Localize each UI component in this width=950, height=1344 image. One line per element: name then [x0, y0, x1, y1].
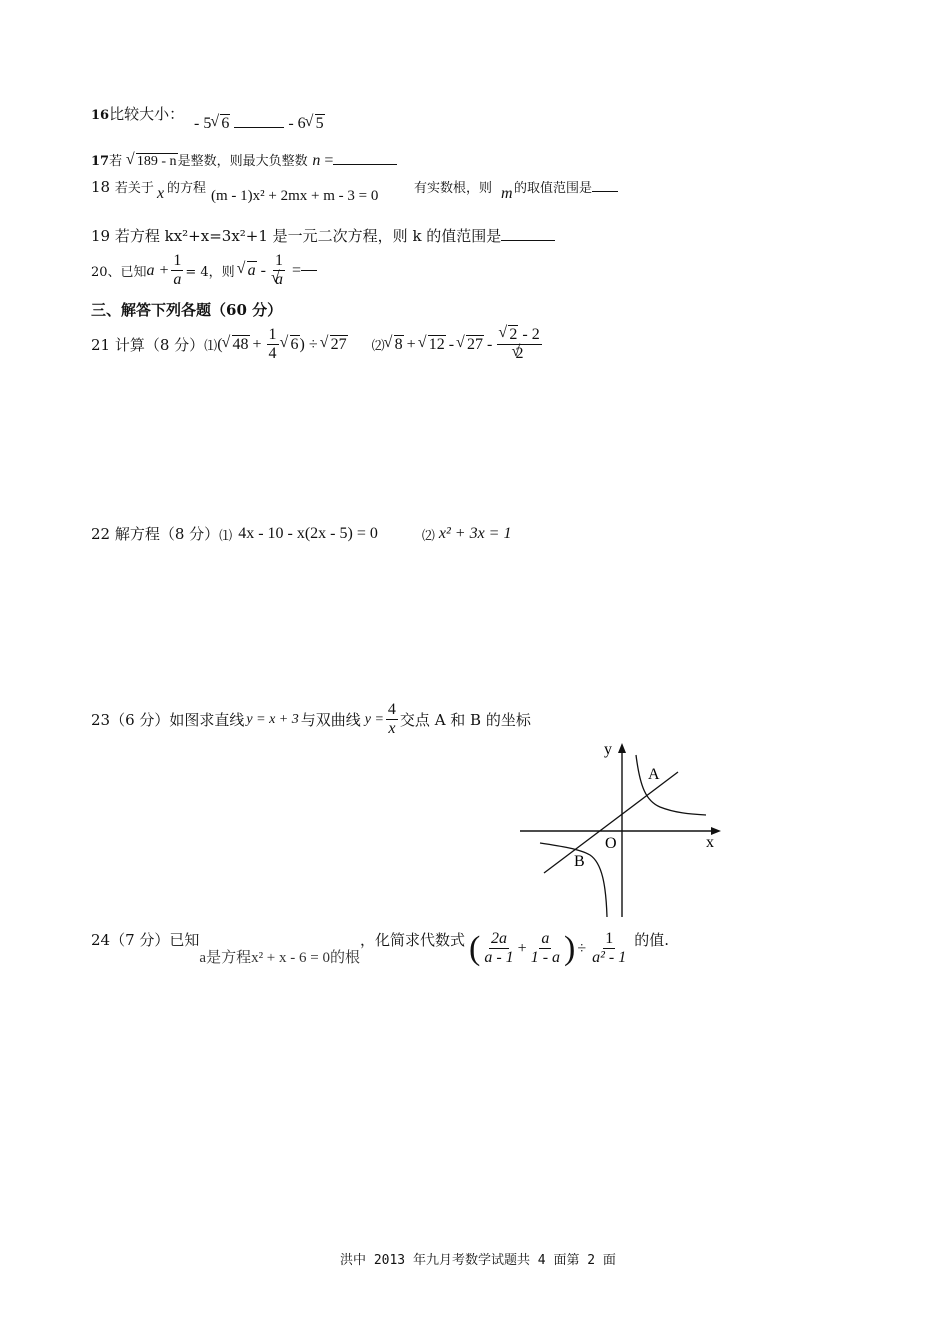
q21-part2: ⑵ [371, 339, 385, 354]
q22-equation2: x² + 3x = 1 [438, 525, 512, 542]
q18-pre: 若关于 [114, 181, 154, 196]
y-axis-label: y [604, 741, 612, 758]
q20-root: √ a [238, 262, 257, 280]
page-footer: 洪中 2013 年九月考数学试题共 4 面第 2 面 [340, 1253, 616, 1268]
q23-hyperbola-lhs: y = [364, 711, 384, 727]
question-18 [91, 177, 154, 199]
q23-frac: $\frac{4}{x}$ [387, 701, 396, 737]
question-19 [91, 226, 555, 246]
q18-equation: (m - 1)x² + 2mx + m - 3 = 0 [211, 188, 379, 204]
q16-blank[interactable] [234, 127, 284, 128]
origin-label: O [605, 835, 617, 852]
question-17 [91, 150, 397, 172]
question-20 [91, 252, 317, 289]
q20-lhs: a + [146, 261, 170, 279]
q17-eq: = [320, 152, 334, 169]
q24-expression: ( $\frac{2a}{a - 1}$ + $\frac{a}{1 - a}$ ) ÷ $\frac{1}{\text{a² - 1}}$ [469, 929, 627, 967]
q21-part1: ⑴ [204, 339, 218, 354]
point-b-label: B [574, 853, 585, 870]
q18-blank[interactable] [592, 191, 618, 192]
q22-label: 22 解方程（8 分） [91, 525, 220, 543]
q22-part1: ⑴ [219, 528, 233, 544]
q20-minus: - [260, 261, 266, 279]
q24-label: 24（7 分）已知 [91, 931, 200, 949]
q18-mid: 的方程 [167, 181, 207, 196]
q24-tail: 的值. [634, 931, 670, 949]
q18-post: 有实数根，则 [414, 181, 493, 196]
q18-var: x [157, 185, 165, 202]
graph-figure [510, 735, 740, 925]
q21-expr2: √ 8 + √ 12 - √ 27 - √ 2 - 2 √ 2 [385, 326, 544, 363]
q18-tail: 的取值范围是 [514, 177, 618, 196]
q23-mid: 与双曲线 [300, 710, 361, 729]
q16-text: 比较大小： [109, 105, 185, 123]
x-axis-label: x [706, 834, 714, 851]
q21-label: 21 计算（8 分） [91, 335, 205, 354]
question-24 [91, 930, 669, 967]
q24-post: ，化简求代数式 [359, 931, 465, 949]
q20-frac: $\frac{1}{a}$ [173, 252, 182, 288]
q21-expr1: ( √ 48 + $\frac{1}{4}$ √ 6 ) ÷ √ 27 [217, 326, 347, 363]
q18-var2: m [501, 185, 513, 202]
question-23 [91, 701, 531, 738]
hyperbola-branch-upper [636, 755, 706, 815]
question-22 [91, 524, 511, 544]
q17-pre: 若 [109, 154, 123, 169]
section-3-title: 三、解答下列各题（60 分） [91, 301, 283, 319]
q17-blank[interactable] [333, 164, 397, 165]
question-21 [91, 326, 544, 363]
q19-blank[interactable] [501, 240, 555, 241]
q16-rhs-coef: - 6 [288, 115, 306, 132]
q20-label: 20、已知 [91, 265, 147, 280]
q16-number: 16 [91, 108, 110, 123]
q17-number: 17 [91, 154, 110, 169]
q16-rhs-root: √ 5 [306, 115, 325, 133]
q17-post: 是整数，则最大负整数 [177, 154, 308, 169]
q16-lhs-root: √ 6 [211, 115, 230, 133]
q23-post: 交点 A 和 B 的坐标 [399, 710, 531, 729]
q16-lhs-coef: - 5 [194, 115, 212, 132]
q22-part2: ⑵ [421, 528, 435, 544]
q16-expression [194, 115, 325, 133]
q20-blank[interactable] [301, 270, 317, 271]
q19-text: 19 若方程 kx²+x=3x²+1 是一元二次方程，则 k 的值范围是 [91, 227, 502, 245]
question-16 [91, 104, 184, 126]
q23-line-eq: y = x + 3 [246, 711, 299, 727]
q17-var: n [312, 152, 321, 169]
point-a-label: A [648, 766, 660, 783]
q24-condition: a是方程x² + x - 6 = 0的根 [199, 950, 360, 966]
q20-eq2: = [291, 261, 301, 279]
q22-equation1: 4x - 10 - x(2x - 5) = 0 [238, 525, 378, 542]
q17-root: √ 189 - n [127, 152, 178, 172]
q18-number: 18 [91, 178, 111, 196]
q20-frac2: 1 √ a [272, 252, 286, 289]
line-graph [544, 772, 678, 873]
q23-label: 23（6 分）如图求直线 [91, 710, 245, 729]
q20-eq: = 4，则 [185, 265, 235, 280]
y-axis-arrow [618, 743, 626, 753]
